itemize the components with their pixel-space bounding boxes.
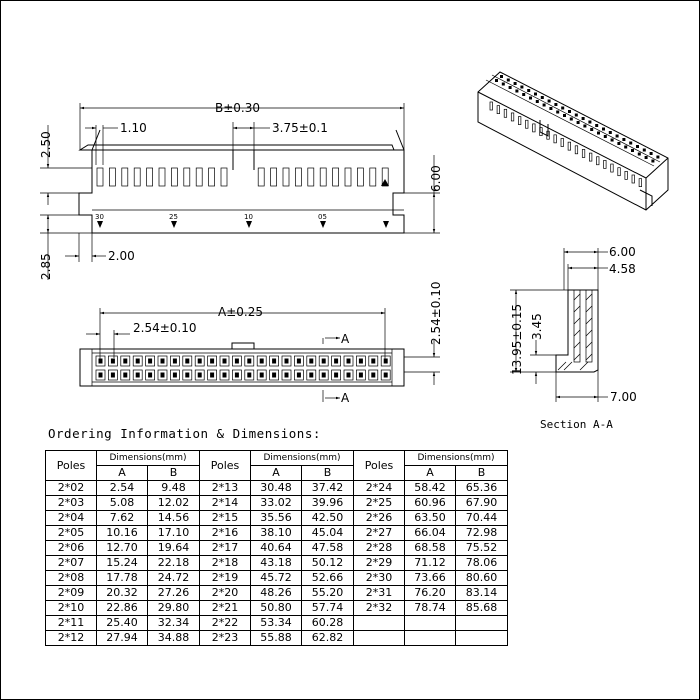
iso-hole [582, 117, 585, 120]
dim-2-85-label: 2.85 [39, 253, 53, 280]
iso-hole [597, 132, 600, 135]
section-view [510, 245, 637, 404]
pin-contact [185, 373, 189, 378]
front-view [80, 282, 443, 406]
pin-contact [260, 359, 264, 364]
dim-a-cell: 38.10 [251, 526, 302, 541]
dim-13-95-label: 13.95±0.15 [510, 303, 524, 375]
pin-contact [384, 373, 388, 378]
pin-contact [260, 373, 264, 378]
dim-a-cell: 60.96 [405, 496, 456, 511]
iso-hole [595, 124, 598, 127]
table-row [46, 571, 508, 586]
iso-hole [500, 75, 503, 78]
poles-cell: 2*08 [46, 571, 97, 586]
iso-hole [515, 90, 518, 93]
iso-hole [616, 135, 619, 138]
section-mark-top: A [341, 332, 350, 346]
table-row [46, 511, 508, 526]
pin-window [159, 168, 165, 186]
iso-hole [507, 79, 510, 82]
iso-window [497, 106, 500, 114]
dim-7-00-label: 7.00 [610, 390, 637, 404]
header-a-1: A [97, 466, 148, 481]
pin-window [271, 168, 277, 186]
pin-window [370, 168, 376, 186]
poles-cell: 2*28 [354, 541, 405, 556]
pin-marker-30: 30 [95, 213, 104, 221]
iso-hole [645, 156, 648, 159]
section-label: Section A-A [540, 418, 613, 431]
dim-b-cell: 45.04 [302, 526, 354, 541]
iso-hole [514, 82, 517, 85]
poles-cell: 2*05 [46, 526, 97, 541]
dim-a-cell: 76.20 [405, 586, 456, 601]
dim-b-cell: 17.10 [148, 526, 200, 541]
iso-hole [543, 104, 546, 107]
dim-b-cell: 34.88 [148, 631, 200, 646]
iso-hole [554, 103, 557, 106]
poles-cell: 2*12 [46, 631, 97, 646]
dim-a-cell: 45.72 [251, 571, 302, 586]
pin-contact [185, 359, 189, 364]
pin-contact [297, 373, 301, 378]
pin-window [134, 168, 140, 186]
dim-a-label: A±0.25 [218, 305, 263, 319]
dim-a-cell: 58.42 [405, 481, 456, 496]
pin-contact [99, 373, 103, 378]
pin-contact [247, 359, 251, 364]
iso-hole [636, 145, 639, 148]
dim-pitch-label: 2.54±0.10 [133, 321, 197, 335]
ordering-table-body [46, 481, 508, 646]
pin-windows [97, 168, 388, 186]
pin-window [171, 168, 177, 186]
poles-cell: 2*26 [354, 511, 405, 526]
pin-contact [198, 359, 202, 364]
pin-contact [198, 373, 202, 378]
pin-contact [161, 359, 165, 364]
dim-a-cell: 7.62 [97, 511, 148, 526]
iso-hole [650, 152, 653, 155]
dim-a-cell: 53.34 [251, 616, 302, 631]
poles-cell: 2*27 [354, 526, 405, 541]
dim-1-10-label: 1.10 [120, 121, 147, 135]
iso-window [526, 120, 529, 128]
pin-contact [235, 373, 239, 378]
pin-window [97, 168, 103, 186]
dim-b-cell: 55.20 [302, 586, 354, 601]
pin-contact [334, 373, 338, 378]
header-b-3: B [456, 466, 508, 481]
iso-window [568, 142, 571, 150]
dim-a-cell: 22.86 [97, 601, 148, 616]
pin-contact [285, 359, 289, 364]
pin-contact [123, 373, 127, 378]
dim-b-cell: 57.74 [302, 601, 354, 616]
ordering-title: Ordering Information & Dimensions: [48, 426, 321, 441]
pin-window [283, 168, 289, 186]
pin-contact [297, 359, 301, 364]
pin-contact [161, 373, 165, 378]
poles-cell: 2*11 [46, 616, 97, 631]
poles-cell: 2*29 [354, 556, 405, 571]
iso-hole [583, 125, 586, 128]
header-poles-2: Poles [200, 451, 251, 481]
poles-cell: 2*22 [200, 616, 251, 631]
iso-hole [631, 149, 634, 152]
header-poles-3: Poles [354, 451, 405, 481]
iso-hole [529, 97, 532, 100]
iso-hole [563, 114, 566, 117]
poles-cell: 2*13 [200, 481, 251, 496]
dim-a-cell: 78.74 [405, 601, 456, 616]
poles-cell [354, 631, 405, 646]
pin-grid [96, 356, 390, 380]
pin-window [345, 168, 351, 186]
dim-a-cell [405, 631, 456, 646]
table-subheader-row [46, 466, 508, 481]
iso-hole [502, 83, 505, 86]
iso-hole [602, 128, 605, 131]
iso-hole [629, 142, 632, 145]
dim-b-cell: 12.02 [148, 496, 200, 511]
iso-hole [611, 139, 614, 142]
dim-a-cell: 5.08 [97, 496, 148, 511]
pin-window [333, 168, 339, 186]
poles-cell: 2*04 [46, 511, 97, 526]
dim-2-00-label: 2.00 [108, 249, 135, 263]
table-row [46, 616, 508, 631]
dim-a-cell: 12.70 [97, 541, 148, 556]
dim-3-75-label: 3.75±0.1 [272, 121, 328, 135]
iso-window [554, 135, 557, 143]
iso-hole [624, 146, 627, 149]
iso-window [575, 146, 578, 154]
pin-window [357, 168, 363, 186]
poles-cell: 2*24 [354, 481, 405, 496]
poles-cell: 2*18 [200, 556, 251, 571]
dim-b-cell: 70.44 [456, 511, 508, 526]
pin-window [258, 168, 264, 186]
dim-b-cell: 60.28 [302, 616, 354, 631]
pin-contact [371, 359, 375, 364]
dim-b-cell: 52.66 [302, 571, 354, 586]
section-mark-bottom: A [341, 391, 350, 405]
poles-cell: 2*10 [46, 601, 97, 616]
pin-contact [173, 373, 177, 378]
dim-b-cell: 80.60 [456, 571, 508, 586]
poles-cell: 2*02 [46, 481, 97, 496]
poles-cell: 2*16 [200, 526, 251, 541]
iso-window [632, 175, 635, 183]
pin-window [221, 168, 227, 186]
iso-window [639, 179, 642, 187]
dim-a-cell: 15.24 [97, 556, 148, 571]
pin-contact [272, 359, 276, 364]
section-hatch [558, 294, 592, 370]
iso-hole [643, 149, 646, 152]
pin-contact [347, 359, 351, 364]
iso-window [618, 168, 621, 176]
pin-contact [359, 373, 363, 378]
table-row [46, 526, 508, 541]
pin-contact [322, 359, 326, 364]
iso-hole [622, 138, 625, 141]
pin-contact [223, 373, 227, 378]
iso-hole [495, 79, 498, 82]
header-b-1: B [148, 466, 200, 481]
iso-window [533, 124, 536, 132]
dim-b-cell: 83.14 [456, 586, 508, 601]
pin-marker-group [95, 179, 389, 228]
dim-a-cell [405, 616, 456, 631]
dim-b-cell: 37.42 [302, 481, 354, 496]
header-dimensions-3: Dimensions(mm) [405, 451, 508, 466]
dim-a-cell: 10.16 [97, 526, 148, 541]
header-a-2: A [251, 466, 302, 481]
iso-window [504, 109, 507, 117]
pin-window [184, 168, 190, 186]
pin-contact [309, 359, 313, 364]
poles-cell: 2*15 [200, 511, 251, 526]
dim-b-cell: 62.82 [302, 631, 354, 646]
iso-hole [522, 93, 525, 96]
pin-contact [309, 373, 313, 378]
iso-hole [520, 86, 523, 89]
iso-hole [617, 142, 620, 145]
dim-3-45-label: 3.45 [530, 313, 544, 340]
iso-window [582, 149, 585, 157]
poles-cell: 2*06 [46, 541, 97, 556]
iso-hole [590, 128, 593, 131]
pin-contact [384, 359, 388, 364]
pin-marker-25: 25 [169, 213, 178, 221]
iso-hole [638, 153, 641, 156]
dim-b-cell: 72.98 [456, 526, 508, 541]
poles-cell [354, 616, 405, 631]
dim-pitch-v-label: 2.54±0.10 [429, 281, 443, 345]
iso-hole [548, 100, 551, 103]
dim-a-cell: 17.78 [97, 571, 148, 586]
iso-hole [534, 93, 537, 96]
dim-a-cell: 71.12 [405, 556, 456, 571]
dim-a-cell: 40.64 [251, 541, 302, 556]
poles-cell: 2*03 [46, 496, 97, 511]
dim-b-cell: 47.58 [302, 541, 354, 556]
header-a-3: A [405, 466, 456, 481]
dim-a-cell: 50.80 [251, 601, 302, 616]
dim-b-cell: 24.72 [148, 571, 200, 586]
iso-window [511, 113, 514, 121]
dim-a-cell: 30.48 [251, 481, 302, 496]
pin-window [147, 168, 153, 186]
dim-a-cell: 63.50 [405, 511, 456, 526]
dim-b-cell [456, 631, 508, 646]
pin-marker-05: 05 [318, 213, 327, 221]
poles-cell: 2*32 [354, 601, 405, 616]
poles-cell: 2*14 [200, 496, 251, 511]
iso-window [490, 102, 493, 110]
pin-window [295, 168, 301, 186]
dim-b-cell: 78.06 [456, 556, 508, 571]
pin-window [308, 168, 314, 186]
iso-hole [561, 107, 564, 110]
dim-a-cell: 33.02 [251, 496, 302, 511]
iso-hole [549, 107, 552, 110]
pin-contact [136, 359, 140, 364]
iso-hole [570, 118, 573, 121]
header-poles-1: Poles [46, 451, 97, 481]
table-header-row [46, 451, 508, 466]
iso-hole [536, 100, 539, 103]
dim-b-cell: 27.26 [148, 586, 200, 601]
dim-b-label: B±0.30 [215, 101, 261, 115]
dim-a-cell: 2.54 [97, 481, 148, 496]
pin-contact [247, 373, 251, 378]
pin-contact [111, 359, 115, 364]
iso-hole [588, 121, 591, 124]
iso-hole [604, 135, 607, 138]
table-row [46, 496, 508, 511]
pin-contact [136, 373, 140, 378]
iso-window [561, 139, 564, 147]
poles-cell: 2*19 [200, 571, 251, 586]
iso-hole [609, 131, 612, 134]
iso-hole [527, 89, 530, 92]
dim-a-cell: 55.88 [251, 631, 302, 646]
dim-b-cell: 29.80 [148, 601, 200, 616]
ordering-table [45, 450, 508, 646]
dim-b-cell: 14.56 [148, 511, 200, 526]
pin-contact [123, 359, 127, 364]
dim-b-cell: 67.90 [456, 496, 508, 511]
header-dimensions-1: Dimensions(mm) [97, 451, 200, 466]
poles-cell: 2*25 [354, 496, 405, 511]
iso-hole [541, 96, 544, 99]
pin-contact [148, 373, 152, 378]
pin-contact [235, 359, 239, 364]
pin-contact [285, 373, 289, 378]
table-row [46, 586, 508, 601]
poles-cell: 2*17 [200, 541, 251, 556]
table-row [46, 541, 508, 556]
pin-contact [173, 359, 177, 364]
poles-cell: 2*30 [354, 571, 405, 586]
table-row [46, 601, 508, 616]
poles-cell: 2*21 [200, 601, 251, 616]
pin-contact [322, 373, 326, 378]
pin-contact [223, 359, 227, 364]
poles-cell: 2*31 [354, 586, 405, 601]
dim-6-00-section-label: 6.00 [609, 245, 636, 259]
iso-hole [575, 114, 578, 117]
dim-b-cell: 22.18 [148, 556, 200, 571]
pin-marker-10: 10 [244, 213, 253, 221]
header-b-2: B [302, 466, 354, 481]
dim-a-cell: 43.18 [251, 556, 302, 571]
isometric-view [478, 72, 668, 210]
poles-cell: 2*09 [46, 586, 97, 601]
dim-a-cell: 25.40 [97, 616, 148, 631]
pin-window [196, 168, 202, 186]
iso-hole [651, 160, 654, 163]
header-dimensions-2: Dimensions(mm) [251, 451, 354, 466]
iso-window [518, 117, 521, 125]
dim-a-cell: 66.04 [405, 526, 456, 541]
pin-contact [148, 359, 152, 364]
pin-contact [210, 373, 214, 378]
iso-hole [568, 110, 571, 113]
iso-hole [577, 121, 580, 124]
pin-window [209, 168, 215, 186]
poles-cell: 2*23 [200, 631, 251, 646]
dim-b-cell: 32.34 [148, 616, 200, 631]
iso-window [625, 171, 628, 179]
dim-a-cell: 68.58 [405, 541, 456, 556]
dim-b-cell: 19.64 [148, 541, 200, 556]
iso-hole [509, 86, 512, 89]
iso-hole [656, 156, 659, 159]
dim-a-cell: 35.56 [251, 511, 302, 526]
dim-a-cell: 20.32 [97, 586, 148, 601]
poles-cell: 2*07 [46, 556, 97, 571]
dim-4-58-label: 4.58 [609, 262, 636, 276]
dim-b-cell: 75.52 [456, 541, 508, 556]
pin-contact [359, 359, 363, 364]
dim-b-cell: 50.12 [302, 556, 354, 571]
dim-b-cell: 85.68 [456, 601, 508, 616]
pin-window [122, 168, 128, 186]
table-row [46, 631, 508, 646]
iso-window [604, 160, 607, 168]
dim-b-cell [456, 616, 508, 631]
iso-window [597, 157, 600, 165]
pin-contact [99, 359, 103, 364]
pin-contact [272, 373, 276, 378]
top-view [39, 101, 443, 280]
pin-window [320, 168, 326, 186]
pin-contact [371, 373, 375, 378]
dim-a-cell: 73.66 [405, 571, 456, 586]
pin-contact [347, 373, 351, 378]
iso-window [611, 164, 614, 172]
dim-a-cell: 27.94 [97, 631, 148, 646]
pin-contact [334, 359, 338, 364]
dim-6-00-top-label: 6.00 [429, 165, 443, 192]
iso-hole [556, 111, 559, 114]
table-row [46, 481, 508, 496]
dim-a-cell: 48.26 [251, 586, 302, 601]
dim-b-cell: 65.36 [456, 481, 508, 496]
iso-window [589, 153, 592, 161]
pin-contact [210, 359, 214, 364]
dim-b-cell: 42.50 [302, 511, 354, 526]
pin-window [109, 168, 115, 186]
poles-cell: 2*20 [200, 586, 251, 601]
dim-b-cell: 39.96 [302, 496, 354, 511]
dim-b-cell: 9.48 [148, 481, 200, 496]
pin-contact [111, 373, 115, 378]
table-row [46, 556, 508, 571]
dim-2-50-label: 2.50 [39, 131, 53, 158]
